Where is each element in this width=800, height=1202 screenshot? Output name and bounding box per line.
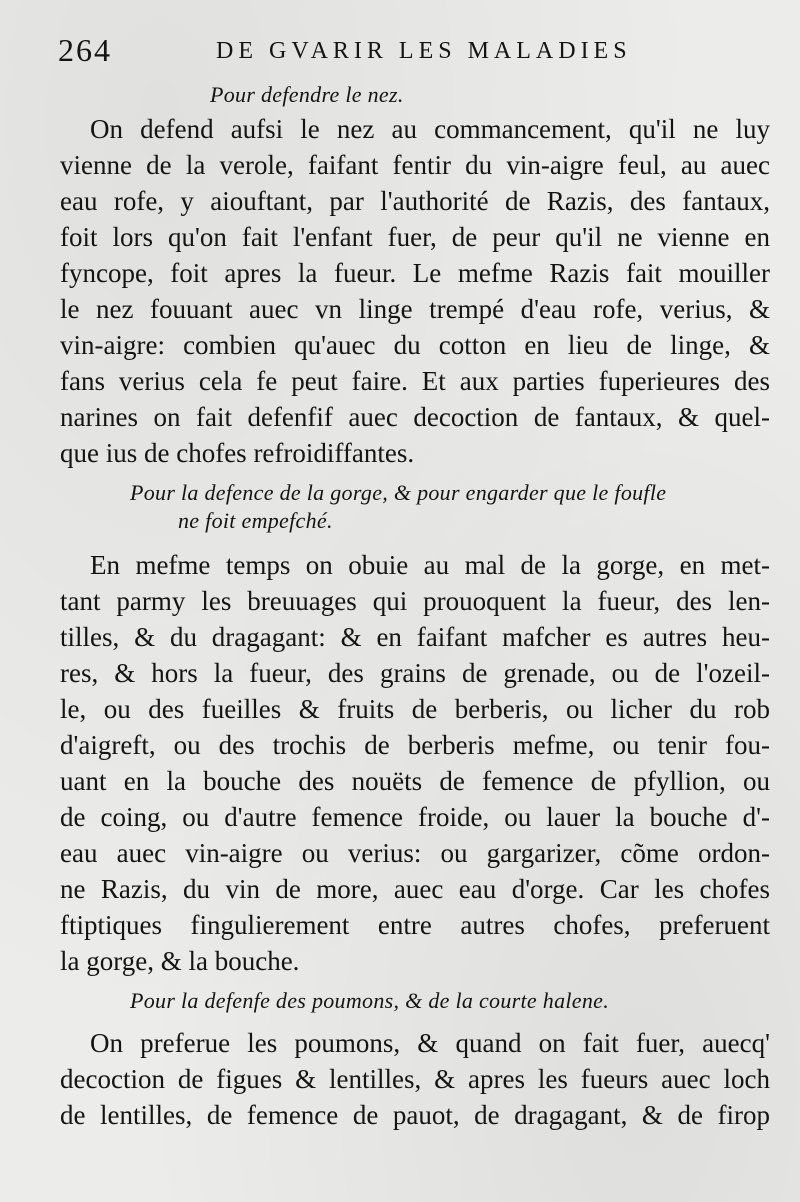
text-line: le, ou des fueilles & fruits de berberis, ou licher du rob <box>60 694 770 724</box>
text-line: la gorge, & la bouche. <box>60 946 300 976</box>
text-line: tilles, & du dragagant: & en faifant mafcher es autres heu- <box>60 622 770 652</box>
text-line: narines on fait defenfif auec decoction de fantaux, & quel- <box>60 402 770 432</box>
text-line: le nez fouuant auec vn linge trempé d'eau rofe, verius, & <box>60 294 770 324</box>
text-line: On defend aufsi le nez au commancement, qu'il ne luy <box>90 114 770 144</box>
text-line: de coing, ou d'autre femence froide, ou lauer la bouche d'- <box>60 802 770 832</box>
text-line: uant en la bouche des nouëts de femence de pfyllion, ou <box>60 766 770 796</box>
text-line: vienne de la verole, faifant fentir du vin-aigre feul, au auec <box>60 150 770 180</box>
section-heading: Pour defendre le nez. <box>210 82 404 107</box>
text-line: foit lors qu'on fait l'enfant fuer, de peur qu'il ne vienne en <box>60 222 770 252</box>
text-line: ne Razis, du vin de more, auec eau d'orge. Car les chofes <box>60 874 770 904</box>
text-line: vin-aigre: combien qu'auec du cotton en lieu de linge, & <box>60 330 770 360</box>
text-line: de lentilles, de femence de pauot, de dragagant, & de firop <box>60 1100 770 1130</box>
text-line: ftiptiques fingulierement entre autres chofes, preferuent <box>60 910 770 940</box>
section-heading: ne foit empefché. <box>178 508 333 533</box>
running-head: DE GVARIR LES MALADIES <box>216 38 632 64</box>
section-heading: Pour la defence de la gorge, & pour engarder que le foufle <box>130 480 667 505</box>
page-number: 264 <box>58 32 112 68</box>
text-line: fans verius cela fe peut faire. Et aux parties fuperieures des <box>60 366 770 396</box>
text-line: fyncope, foit apres la fueur. Le mefme Razis fait mouiller <box>60 258 770 288</box>
section-heading: Pour la defenfe des poumons, & de la courte halene. <box>130 988 610 1013</box>
text-line: decoction de figues & lentilles, & apres les fueurs auec loch <box>60 1064 770 1094</box>
text-line: En mefme temps on obuie au mal de la gorge, en met- <box>90 550 770 580</box>
text-line: eau rofe, y aiouftant, par l'authorité de Razis, des fantaux, <box>60 186 770 216</box>
page-header <box>58 32 788 72</box>
text-line: tant parmy les breuuages qui prouoquent la fueur, des len- <box>60 586 770 616</box>
text-line: d'aigreft, ou des trochis de berberis mefme, ou tenir fou- <box>60 730 770 760</box>
text-line: que ius de chofes refroidiffantes. <box>60 438 415 468</box>
text-line: On preferue les poumons, & quand on fait fuer, auecq' <box>90 1028 770 1058</box>
text-line: res, & hors la fueur, des grains de grenade, ou de l'ozeil- <box>60 658 770 688</box>
text-line: eau auec vin-aigre ou verius: ou gargarizer, cõme ordon- <box>60 838 770 868</box>
